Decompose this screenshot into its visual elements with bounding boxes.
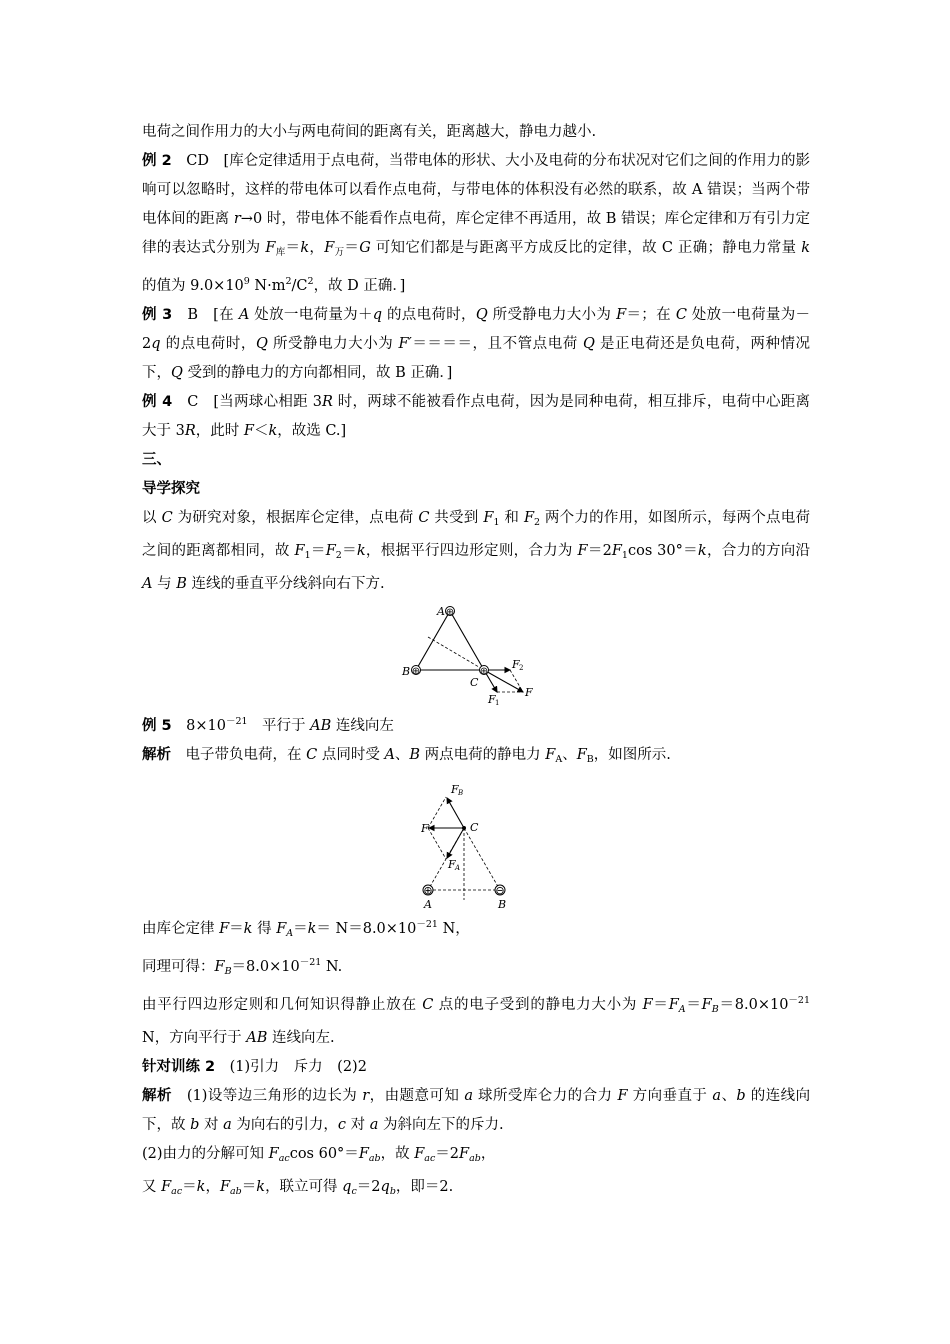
point-c-dot [462, 826, 466, 830]
dashed-par-2 [428, 828, 446, 859]
dashed-par-1 [428, 797, 446, 828]
label-f: F [525, 686, 533, 699]
calc-line-2: 同理可得：$F_B=8.0\times 10^{-21}$ N. [142, 957, 343, 977]
dashed-perpendicular-bisector [428, 637, 484, 670]
charge-b-minus: ⊖ [495, 884, 505, 897]
label-f1-sub: 1 [495, 699, 500, 707]
figure-1-wrapper [142, 603, 810, 707]
example-3-answer: B [187, 307, 199, 323]
example-3: 例 3 B [在 A 处放一电荷量为＋q 的点电荷时，Q 所受静电力大小为 F＝；在 C 处放一电荷量为－2q 的点电荷时，Q 所受静电力大小为 F′＝＝＝＝，且不管点电荷 Q 是正电荷还是负电荷，两种情况下，Q 受到的静电力的方向都相同，故 B 正确．] [142, 307, 811, 381]
charge-a-plus: ⊕ [423, 884, 433, 897]
example-3-label: 例 3 [142, 307, 173, 323]
example-2: 例 2 CD [库仑定律适用于点电荷，当带电体的形状、大小及电荷的分布状况对它们之间的作用力的影响可以忽略时，这样的带电体可以看作点电荷，与带电体的体积没有必然的联系，故 A 错误；当两个带电体间的距离 r→0 时，带电体不能看作点电荷，库仑定律不再适用，故 B 错误；库仑定律和万有引力定律的表达式分别为 $F_库=k$，$F_万=G$ 可知它们都是与距离平方成反比的定律，故 C 正确；静电力常量 k 的值为 $9.0\times 10^9$ $N\cdot m^2/C^2$，故 D 正确．] [142, 153, 811, 294]
document-page [142, 118, 810, 1206]
label-f: F [421, 822, 429, 835]
analysis-4: 又 $F_{ac}=k$，$F_{ab}=k$，联立可得 $q_c=2q_b$，即＝2. [142, 1179, 454, 1197]
calc-line-3: 由平行四边形定则和几何知识得静止放在 C 点的电子受到的静电力大小为 $F=F_A=F_B=8.0\times 10^{-21}$ N，方向平行于 AB 连线向左. [142, 995, 811, 1046]
label-b: B [498, 898, 507, 910]
label-f2-sub: 2 [519, 664, 524, 672]
charge-b-plus: ⊕ [411, 666, 421, 677]
label-c: C [470, 821, 479, 834]
figure-1-force-diagram [401, 603, 551, 707]
guide-title: 导学探究 [142, 481, 200, 497]
calc-line-1: 由库仑定律 F＝k 得 $F_A=k= N=8.0\times 10^{-21}$ N， [142, 919, 470, 939]
figure-2-force-diagram [421, 776, 531, 910]
label-a: A [424, 898, 432, 910]
training-2: 针对训练 2 (1)引力 斥力 (2)2 [142, 1059, 367, 1075]
label-a: A [437, 605, 445, 618]
arrow-fb [447, 798, 464, 828]
analysis-2-label: 解析 [142, 1088, 172, 1104]
label-fb: F [451, 783, 459, 796]
label-b: B [402, 665, 411, 678]
example-4-answer: C [187, 394, 199, 410]
dashed-cb [464, 828, 500, 890]
example-4: 例 4 C [当两球心相距 3R 时，两球不能被看作点电荷，因为是同种电荷，相互排斥，电荷中心距离大于 3R，此时 F＜k，故选 C.] [142, 394, 810, 439]
analysis-3: (2)由力的分解可知 $F_{ac}\cos$ $60^\circ=F_{ab}$，故 $F_{ac}=2F_{ab}$， [142, 1146, 496, 1164]
analysis-2: 解析 (1)设等边三角形的边长为 r，由题意可知 a 球所受库仑力的合力 F 方向垂直于 a、b 的连线向下，故 b 对 a 为向右的引力，c 对 a 为斜向左下的斥力. [142, 1088, 811, 1133]
label-fa-sub: A [455, 864, 461, 872]
guide-paragraph: 以 C 为研究对象，根据库仑定律，点电荷 C 共受到 $F_1$ 和 $F_2$ 两个力的作用，如图所示，每两个点电荷之间的距离都相同，故 $F_1=F_2=k$，根据平行四边形定则，合力为 $F=2F_1\cos$ 30°＝k，合力的方向沿 A 与 B 连线的垂直平分线斜向右下方. [142, 510, 811, 592]
para-line1: 电荷之间作用力的大小与两电荷间的距离有关，距离越大，静电力越小. [142, 124, 597, 140]
analysis-1: 解析 电子带负电荷，在 C 点同时受 A、B 两点电荷的静电力 $F_A$、$F_B$，如图所示. [142, 747, 671, 765]
label-f2: F [512, 658, 520, 671]
label-fa: F [448, 858, 456, 871]
label-fb-sub: B [458, 789, 464, 797]
arrow-fa [447, 828, 464, 858]
example-4-label: 例 4 [142, 394, 173, 410]
figure-2-wrapper [142, 776, 810, 910]
charge-c-plus: ⊕ [479, 666, 489, 677]
section-three-heading: 三、 [142, 452, 171, 468]
charge-a-plus: ⊕ [445, 607, 455, 618]
triangle-side-ab [416, 611, 450, 670]
arrow-f-resultant [484, 670, 523, 692]
analysis-1-label: 解析 [142, 747, 171, 763]
label-f1: F [488, 693, 496, 706]
example-2-answer: CD [186, 153, 209, 169]
example-5: 例 5 $8\times 10^{-21}$ 平行于 AB 连线向左 [142, 716, 394, 734]
label-c: C [470, 676, 479, 689]
training-2-label: 针对训练 2 [142, 1059, 216, 1075]
triangle-side-ac [450, 611, 484, 670]
example-2-label: 例 2 [142, 153, 172, 169]
example-5-label: 例 5 [142, 718, 172, 734]
